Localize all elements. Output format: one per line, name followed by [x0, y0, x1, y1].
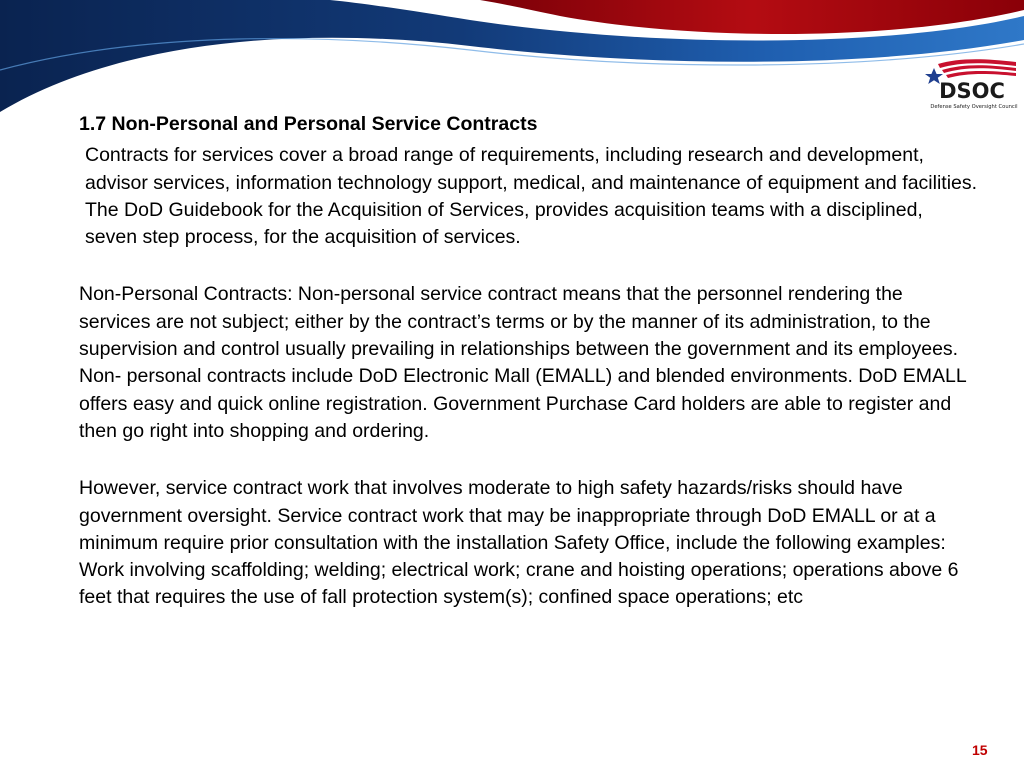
- page-number: 15: [972, 742, 988, 758]
- header-swoosh-graphic: [0, 0, 1024, 120]
- logo-wordmark: DSOC: [939, 79, 1005, 103]
- paragraph-non-personal-contracts: Non-Personal Contracts: Non-personal service contract means that the personnel rendering the services are not subject; either by the contract’s terms or by the manner of its administration, to the supervision and control usually prevailing in relationships between the government and its employees. Non- personal contracts include DoD Electronic Mall (EMALL) and blended environments. DoD EMALL offers easy and quick online registration. Government Purchase Card holders are able to register and then go right into shopping and ordering.: [79, 283, 966, 442]
- slide-heading: 1.7 Non-Personal and Personal Service Contracts: [79, 113, 538, 135]
- paragraph-contracts-for-services: Contracts for services cover a broad range of requirements, including research and development, advisor services, information technology support, medical, and maintenance of equipment and facilities. The DoD Guidebook for the Acquisition of Services, provides acquisition teams with a disciplined, seven step process, for the acquisition of services.: [85, 144, 978, 249]
- slide-content: [79, 111, 979, 642]
- dsoc-logo: [924, 56, 1020, 112]
- paragraph-safety-oversight: However, service contract work that involves moderate to high safety hazards/risks should have government oversight. Service contract work that may be inappropriate through DoD EMALL or at a minimum require prior consultation with the installation Safety Office, include the following examples: Work involving scaffolding; welding; electrical work; crane and hoisting operations; operations above 6 feet that requires the use of fall protection system(s); confined space operations; etc: [79, 477, 959, 609]
- logo-subtitle: Defense Safety Oversight Council: [930, 104, 1018, 110]
